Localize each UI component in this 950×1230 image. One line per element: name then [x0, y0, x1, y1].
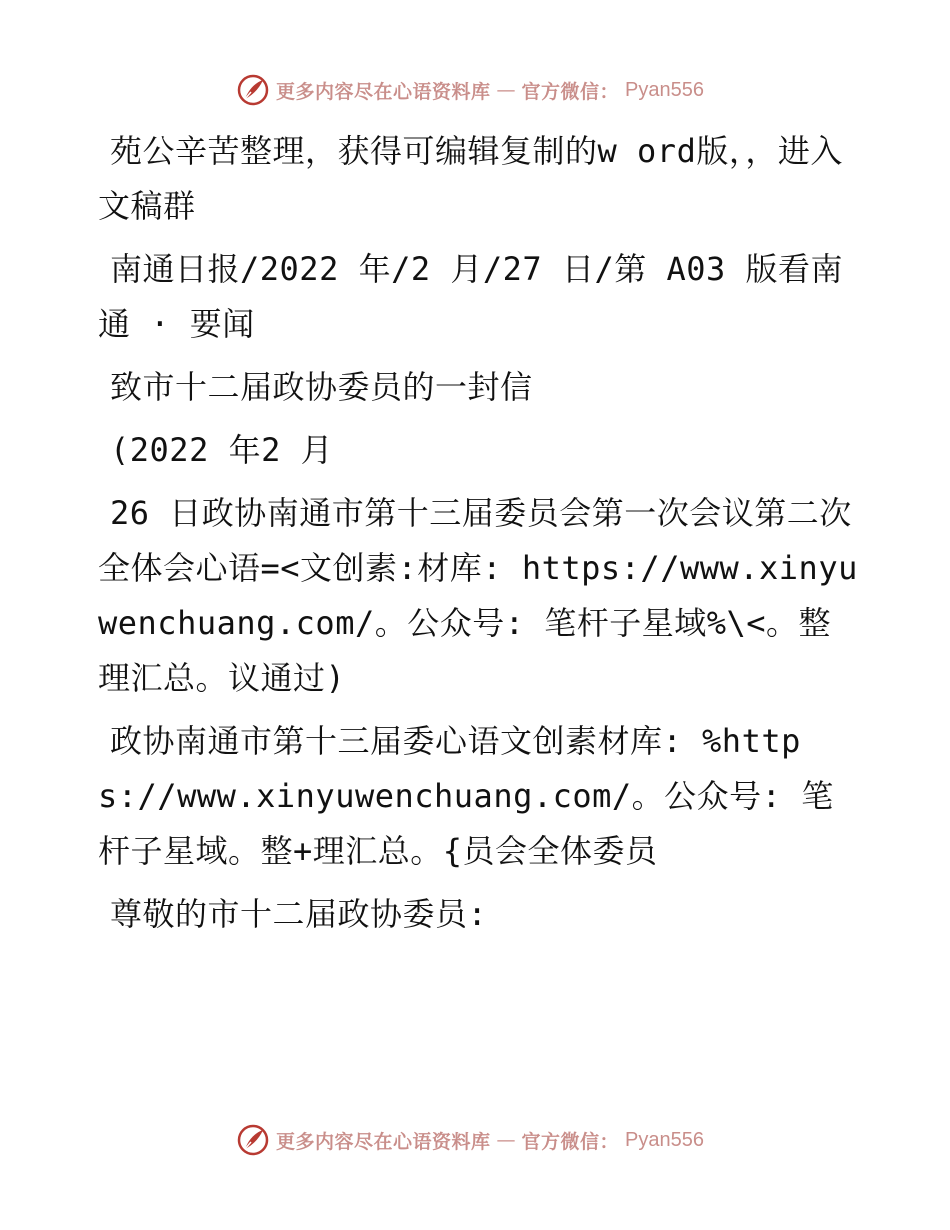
- watermark-title: 更多内容尽在心语资料库: [276, 80, 491, 103]
- watermark-title: 更多内容尽在心语资料库: [276, 1130, 491, 1153]
- paragraph: 致市十二届政协委员的一封信: [110, 368, 533, 406]
- paragraph: 苑公辛苦整理，获得可编辑复制的w ord版，，进入文稿群: [98, 132, 843, 225]
- paragraph: (2022 年2 月: [110, 431, 334, 469]
- watermark-separator: —: [496, 1129, 516, 1151]
- paragraph: 尊敬的市十二届政协委员:: [110, 895, 488, 933]
- watermark-label: 官方微信：: [521, 80, 620, 103]
- watermark-header: [236, 70, 704, 110]
- watermark-separator: —: [496, 79, 516, 101]
- watermark-id: Pyan556: [625, 78, 704, 101]
- document-body: [98, 124, 858, 950]
- paragraph: 26 日政协南通市第十三届委员会第一次会议第二次全体会心语=<文创素:材库: https://www.xinyuwenchuang.com/。公众号: 笔杆子星域%\<。整理汇总。议通过): [98, 494, 858, 697]
- feather-pen-logo-icon: [236, 1123, 270, 1157]
- watermark-label: 官方微信：: [521, 1130, 620, 1153]
- watermark-footer: [236, 1120, 704, 1160]
- paragraph: 政协南通市第十三届委心语文创素材库: %https://www.xinyuwenchuang.com/。公众号: 笔杆子星域。整+理汇总。{员会全体委员: [98, 722, 834, 870]
- watermark-id: Pyan556: [625, 1128, 704, 1151]
- feather-pen-logo-icon: [236, 73, 270, 107]
- paragraph: 南通日报/2022 年/2 月/27 日/第 A03 版看南通 · 要闻: [98, 250, 844, 343]
